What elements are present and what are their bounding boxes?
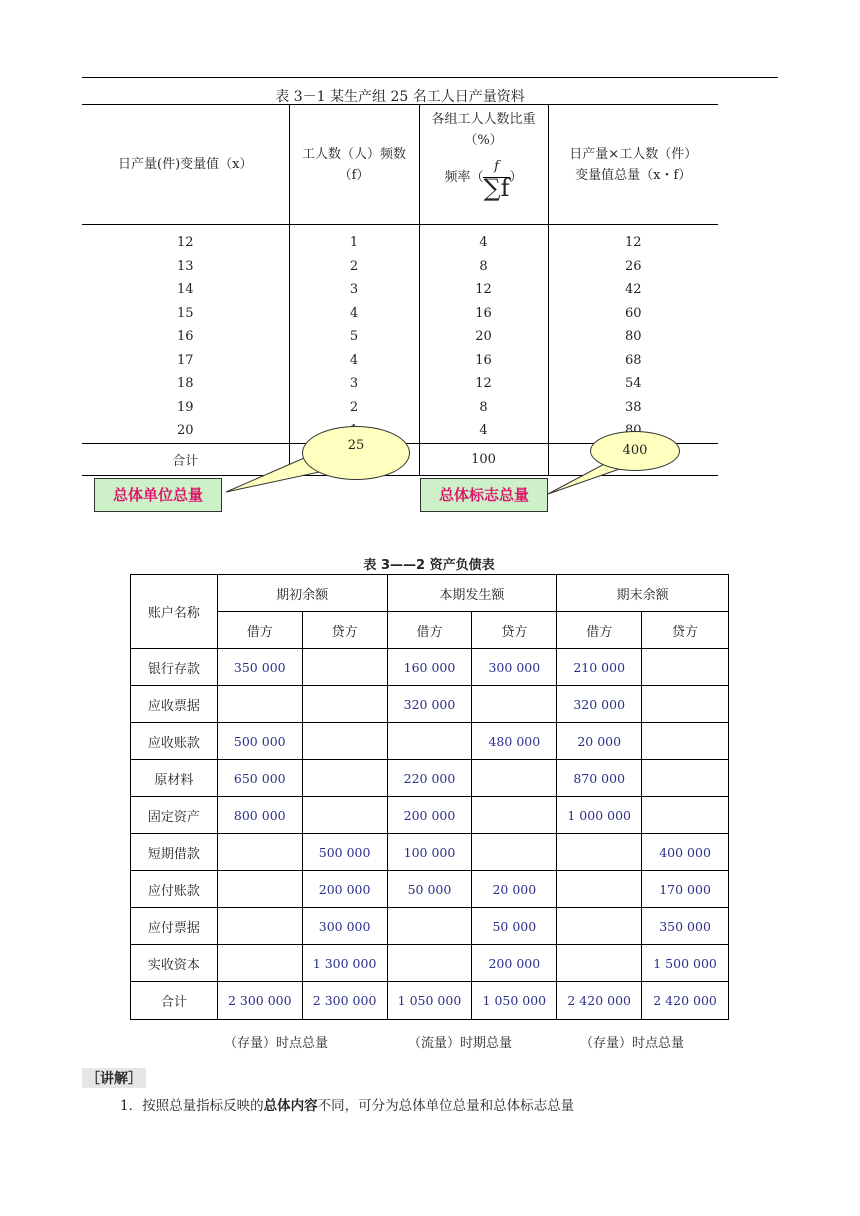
amount-cell xyxy=(387,908,472,945)
table1-title: 表 3－1 某生产组 25 名工人日产量资料 xyxy=(275,89,525,105)
amount-cell: 160 000 xyxy=(387,649,472,686)
amount-cell xyxy=(302,797,387,834)
total-label: 合计 xyxy=(82,443,289,475)
col-f-value: 1 xyxy=(349,235,359,250)
amount-cell xyxy=(472,834,557,871)
amount-cell: 1 500 000 xyxy=(642,945,729,982)
header-pct-line2: （%） xyxy=(464,133,503,148)
amount-cell: 170 000 xyxy=(642,871,729,908)
amount-cell: 2 420 000 xyxy=(557,982,642,1020)
col-pct-value: 20 xyxy=(475,329,492,344)
amount-cell xyxy=(642,760,729,797)
header-pct-line1: 各组工人人数比重 xyxy=(431,112,536,127)
col-f-value: 4 xyxy=(349,352,359,368)
amount-cell: 200 000 xyxy=(472,945,557,982)
header-f-line2: （f） xyxy=(338,167,370,183)
fraction-denominator: ∑f xyxy=(483,174,510,202)
col-pct-value: 12 xyxy=(475,376,492,391)
sub-credit: 贷方 xyxy=(642,612,729,649)
formula-prefix: 频率（ xyxy=(444,170,484,185)
col-xf-value: 42 xyxy=(624,282,642,297)
amount-cell: 650 000 xyxy=(217,760,302,797)
col-xf-value: 60 xyxy=(624,305,642,321)
note-current: （流量）时期总量 xyxy=(408,1036,513,1051)
amount-cell xyxy=(302,760,387,797)
balance-row xyxy=(131,871,729,908)
col-x-value: 12 xyxy=(176,235,194,250)
account-name: 应付票据 xyxy=(131,908,218,945)
col-pct-value: 16 xyxy=(475,305,492,321)
col-x-value: 16 xyxy=(176,329,194,344)
col-x-value: 13 xyxy=(176,258,194,274)
amount-cell xyxy=(557,908,642,945)
header-x: 日产量(件)变量值（x） xyxy=(82,105,289,225)
amount-cell: 400 000 xyxy=(642,834,729,871)
col-pct-value: 12 xyxy=(475,282,492,297)
balance-row xyxy=(131,686,729,723)
amount-cell: 500 000 xyxy=(217,723,302,760)
total-output-ellipse xyxy=(590,431,680,471)
balance-row xyxy=(131,723,729,760)
table2-title: 表 3——2 资产负债表 xyxy=(363,558,495,573)
amount-cell xyxy=(642,723,729,760)
col-f-value: 4 xyxy=(349,305,359,321)
amount-cell xyxy=(472,760,557,797)
total-workers-ellipse xyxy=(302,426,410,480)
amount-cell xyxy=(387,945,472,982)
amount-cell: 220 000 xyxy=(387,760,472,797)
group-opening: 期初余额 xyxy=(217,575,387,612)
col-f-value: 3 xyxy=(349,376,359,391)
note-closing: （存量）时点总量 xyxy=(580,1036,685,1051)
account-name: 合计 xyxy=(131,982,218,1020)
balance-row xyxy=(131,908,729,945)
para-prefix: 1．按照总量指标反映的 xyxy=(120,1098,264,1114)
balance-row xyxy=(131,797,729,834)
header-xf-line1: 日产量×工人数（件） xyxy=(569,146,698,162)
amount-cell xyxy=(217,945,302,982)
amount-cell xyxy=(557,945,642,982)
amount-cell: 200 000 xyxy=(302,871,387,908)
amount-cell xyxy=(557,834,642,871)
amount-cell xyxy=(217,871,302,908)
account-name: 原材料 xyxy=(131,760,218,797)
amount-cell: 200 000 xyxy=(387,797,472,834)
balance-row xyxy=(131,945,729,982)
amount-cell: 300 000 xyxy=(472,649,557,686)
col-f-value: 2 xyxy=(349,399,359,415)
total-f-value: 25 xyxy=(347,438,365,453)
sub-debit: 借方 xyxy=(557,612,642,649)
explain-paragraph xyxy=(120,1094,574,1114)
col-xf-value: 54 xyxy=(624,376,642,391)
sub-debit: 借方 xyxy=(387,612,472,649)
account-name: 应收票据 xyxy=(131,686,218,723)
col-xf-value: 80 xyxy=(624,329,642,344)
balance-row xyxy=(131,982,729,1020)
total-pct: 100 xyxy=(419,443,548,475)
col-x-value: 14 xyxy=(176,282,194,297)
amount-cell: 1 000 000 xyxy=(557,797,642,834)
amount-cell: 350 000 xyxy=(642,908,729,945)
para-bold: 总体内容 xyxy=(263,1098,318,1114)
account-name: 应付账款 xyxy=(131,871,218,908)
col-x-value: 18 xyxy=(176,376,194,391)
col-xf-value: 38 xyxy=(624,399,642,415)
account-name: 银行存款 xyxy=(131,649,218,686)
amount-cell xyxy=(217,834,302,871)
amount-cell xyxy=(217,908,302,945)
amount-cell: 800 000 xyxy=(217,797,302,834)
amount-cell: 50 000 xyxy=(387,871,472,908)
balance-row xyxy=(131,649,729,686)
sub-debit: 借方 xyxy=(217,612,302,649)
amount-cell: 100 000 xyxy=(387,834,472,871)
col-xf-value: 26 xyxy=(624,258,642,274)
header-f-line1: 工人数（人）频数 xyxy=(301,146,406,162)
header-xf-line2: 变量值总量（x・f） xyxy=(575,167,692,183)
col-x-value: 19 xyxy=(176,399,194,415)
col-pct-value: 4 xyxy=(479,423,488,438)
table2-sub-row xyxy=(131,612,729,649)
explain-heading: ［讲解］ xyxy=(82,1068,146,1088)
col-pct-value: 4 xyxy=(479,235,488,250)
amount-cell: 1 050 000 xyxy=(387,982,472,1020)
amount-cell: 210 000 xyxy=(557,649,642,686)
col-x-value: 17 xyxy=(176,352,194,368)
col-x-value: 15 xyxy=(176,305,194,321)
para-suffix: 不同，可分为总体单位总量和总体标志总量 xyxy=(317,1098,575,1114)
amount-cell xyxy=(642,686,729,723)
col-f-value: 2 xyxy=(349,258,359,274)
amount-cell xyxy=(302,723,387,760)
amount-cell: 2 300 000 xyxy=(302,982,387,1020)
balance-row xyxy=(131,834,729,871)
amount-cell xyxy=(387,723,472,760)
formula-suffix: ） xyxy=(509,170,523,185)
amount-cell xyxy=(472,797,557,834)
amount-cell xyxy=(302,649,387,686)
account-name: 固定资产 xyxy=(131,797,218,834)
unit-total-callout: 总体单位总量 xyxy=(94,478,222,512)
amount-cell: 320 000 xyxy=(557,686,642,723)
total-xf-value: 400 xyxy=(622,443,648,458)
amount-cell: 870 000 xyxy=(557,760,642,797)
amount-cell: 300 000 xyxy=(302,908,387,945)
amount-cell: 500 000 xyxy=(302,834,387,871)
group-current: 本期发生额 xyxy=(387,575,557,612)
callout-pointers xyxy=(0,0,860,560)
amount-cell: 1 050 000 xyxy=(472,982,557,1020)
col-f-value: 5 xyxy=(349,329,359,344)
amount-cell: 1 300 000 xyxy=(302,945,387,982)
col-xf-value: 68 xyxy=(624,352,642,368)
amount-cell: 2 300 000 xyxy=(217,982,302,1020)
amount-cell xyxy=(642,797,729,834)
amount-cell: 20 000 xyxy=(557,723,642,760)
account-header: 账户名称 xyxy=(131,575,218,649)
amount-cell xyxy=(642,649,729,686)
amount-cell: 320 000 xyxy=(387,686,472,723)
col-x-value: 20 xyxy=(176,423,194,438)
amount-cell xyxy=(557,871,642,908)
col-pct-value: 8 xyxy=(479,399,488,415)
amount-cell: 2 420 000 xyxy=(642,982,729,1020)
col-pct-value: 8 xyxy=(479,258,488,274)
sub-credit: 贷方 xyxy=(472,612,557,649)
amount-cell: 50 000 xyxy=(472,908,557,945)
amount-cell: 350 000 xyxy=(217,649,302,686)
balance-sheet-table xyxy=(130,574,729,1020)
mark-total-callout: 总体标志总量 xyxy=(420,478,548,512)
account-name: 实收资本 xyxy=(131,945,218,982)
table2-body xyxy=(131,649,729,1020)
amount-cell xyxy=(217,686,302,723)
group-closing: 期末余额 xyxy=(557,575,729,612)
col-pct-value: 16 xyxy=(475,352,492,368)
col-xf-value: 12 xyxy=(624,235,642,250)
fraction-numerator: f xyxy=(483,157,509,178)
note-opening: （存量）时点总量 xyxy=(224,1036,329,1051)
col-f-value: 3 xyxy=(349,282,359,297)
amount-cell: 480 000 xyxy=(472,723,557,760)
sub-credit: 贷方 xyxy=(302,612,387,649)
amount-cell xyxy=(302,686,387,723)
table2-group-row xyxy=(131,575,729,612)
balance-row xyxy=(131,760,729,797)
amount-cell xyxy=(472,686,557,723)
account-name: 短期借款 xyxy=(131,834,218,871)
amount-cell: 20 000 xyxy=(472,871,557,908)
account-name: 应收账款 xyxy=(131,723,218,760)
